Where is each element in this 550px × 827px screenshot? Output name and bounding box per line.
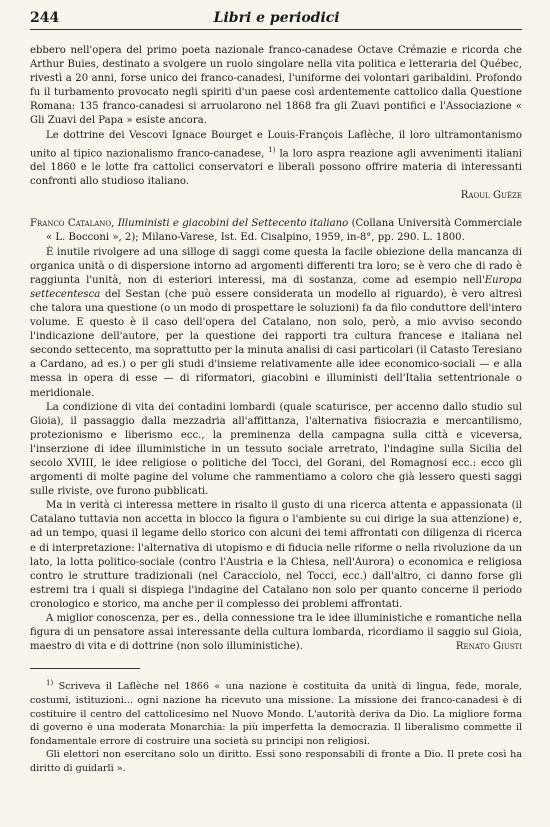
footnote-ref: 1) — [268, 145, 276, 154]
book-title: Illuministi e giacobini del Settecento italiano — [117, 218, 349, 230]
paragraph: ebbero nell'opera del primo poeta nazionale franco-canadese Octave Crémazie e ricorda che Arthur Buies, destinato a svolgere un ruolo singolare nella vita politica e letteraria del Québec, rivestì a 20 anni, forse unico dei franco-canadesi, l'uniforme dei volontari garibaldini. Profondo fu il turbamento provocato negli spiriti d'un paese così ardentemente cattolico dalla Questione Romana: 135 franco-canadesi si arruolarono nel 1868 fra gli Zuavi pontifici e l'Associazione « Gli Zuavi del Papa » esiste ancora. — [30, 45, 522, 127]
paragraph: Ma in verità ci interessa mettere in risalto il gusto di una ricerca attenta e appassionata (il Catalano tuttavia non accetta in blocco la figura o l'ambiente su cui dirige la sua attenzione) e, ad un tempo, quasi il legame dello storico con alcuni dei temi affrontati con diligenza di ricerca e di interpretazione: l'alternativa di utopismo e di fiducia nelle riforme o nella rivoluzione da un lato, la lotta politico-sociale (contro l'Austria e la Chiesa, nell'Aurora) o economica e religiosa contro le strutture tradizionali (nel Caracciolo, nel Tocci, ecc.) dall'altro, ci danno forse gli estremi tra i quali si dispiega l'indagine del Catalano non solo per quanto concerne il periodo cronologico e storico, ma anche per il complesso dei problemi affrontati. — [30, 500, 522, 610]
footnote — [30, 677, 522, 748]
emphasis: Europa settecentesca — [30, 274, 522, 300]
previous-review — [30, 44, 522, 203]
footnote: Gli elettori non esercitano solo un diritto. Essi sono responsabili di fronte a Dio. Il prete così ha diritto di guidarli ». — [30, 749, 522, 775]
review-author: Franco Catalano, — [30, 218, 115, 230]
paragraph — [30, 129, 522, 190]
paragraph — [30, 612, 522, 654]
paragraph: La condizione di vita dei contadini lombardi (quale scaturisce, per accenno dallo studio sul Gioia), il passaggio dalla mezzadria all'affittanza, l'alternativa fisiocrazia e mercantilismo, protezionismo e liberismo ecc., la preminenza della campagna sulla città e viceversa, l'inserzione di idee illuministiche in un tessuto sociale arretrato, l'indagine sulla Sicilia del secolo XVIII, le idee religiose o politiche del Tocci, del Gorani, del Romagnosi ecc.: ecco gli argomenti di molte pagine del volume che rammentiamo a coloro che già lessero questi saggi sulle riviste, ove furono pubblicati. — [30, 401, 522, 498]
text-span: È inutile rivolgere ad una silloge di saggi come questa la facile obiezione della mancanza di organica unità o di dispersione intorno ad argomenti differenti tra loro; se è vero che di rado è raggiunta l'unità, non di esteriori interessi, ma di sostanza, come ad esempio nell' — [30, 246, 522, 286]
running-title: Libri e periodici — [213, 10, 340, 26]
text-span: Scriveva il Laflèche nel 1866 « una nazione è costituita da unità di lingua, fede, morale, costumi, istituzioni... ogni nazione ha ricevuto una missione. La missione dei franco-canadesi è di costituire il centro del cattolicesimo nel Nuovo Mondo. L'autorità deriva da Dio. La migliore forma di governo è una moderata Monarchia: la più imperfetta la democrazia. Il liberalismo commette il fondamentale errore di costruire una società su principi non religiosi. — [30, 681, 522, 747]
review-signature: Raoul Guêze — [460, 190, 522, 202]
review-heading — [30, 217, 522, 245]
text-span: A miglior conoscenza, per es., della connessione tra le idee illuministiche e romantiche nella figura di un pensatore assai interessante della cultura lombarda, ricordiamo il saggio sul Gioia, maestro di vita e di dottrine (non solo illuministiche). — [30, 613, 522, 653]
footnotes — [30, 677, 522, 775]
paragraph — [30, 246, 522, 401]
review-signature: Renato Giusti — [455, 641, 522, 653]
book-details: (Collana Università Commerciale « L. Bocconi », 2); Milano-Varese, Ist. Ed. Cisalpino, 1959, in-8°, pp. 290. L. 1800. — [46, 218, 522, 244]
text-span: del Sestan (che può essere considerata un modello al riguardo), è vero altresì che talora una questione (o un modo di prospettare le soluzioni) fa da filo conduttore dell'intero volume. E questo è il caso dell'opera del Catalano, non solo, però, a mio avviso secondo l'indicazione dell'autore, per la questione dei rapporti tra cultura francese e italiana nel secondo settecento, ma soprattutto per la minuta analisi di casi particolari (il Catasto Teresiano a Cardano, ad es.) o per gli studi d'insieme relativamente alle idee economico-sociali — e alla messa in opera di esse — di riformatori, giacobini e illuministi dell'Italia settentrionale o meridionale. — [30, 288, 522, 399]
book-review — [30, 217, 522, 654]
text-span: Le dottrine dei Vescovi Ignace Bourget e Louis-François Laflèche, il loro ultramontanismo unito al tipico nazionalismo franco-canadese, — [30, 129, 522, 160]
page-number: 244 — [30, 10, 60, 26]
running-header — [30, 10, 522, 30]
text-span: la loro aspra reazione agli avvenimenti italiani del 1860 e le lotte fra cattolici conservatori e liberali possono offrire materia di interessanti confronti allo studioso italiano. — [30, 148, 522, 188]
footnote-mark: 1) — [46, 679, 54, 688]
footnote-rule — [30, 668, 140, 669]
